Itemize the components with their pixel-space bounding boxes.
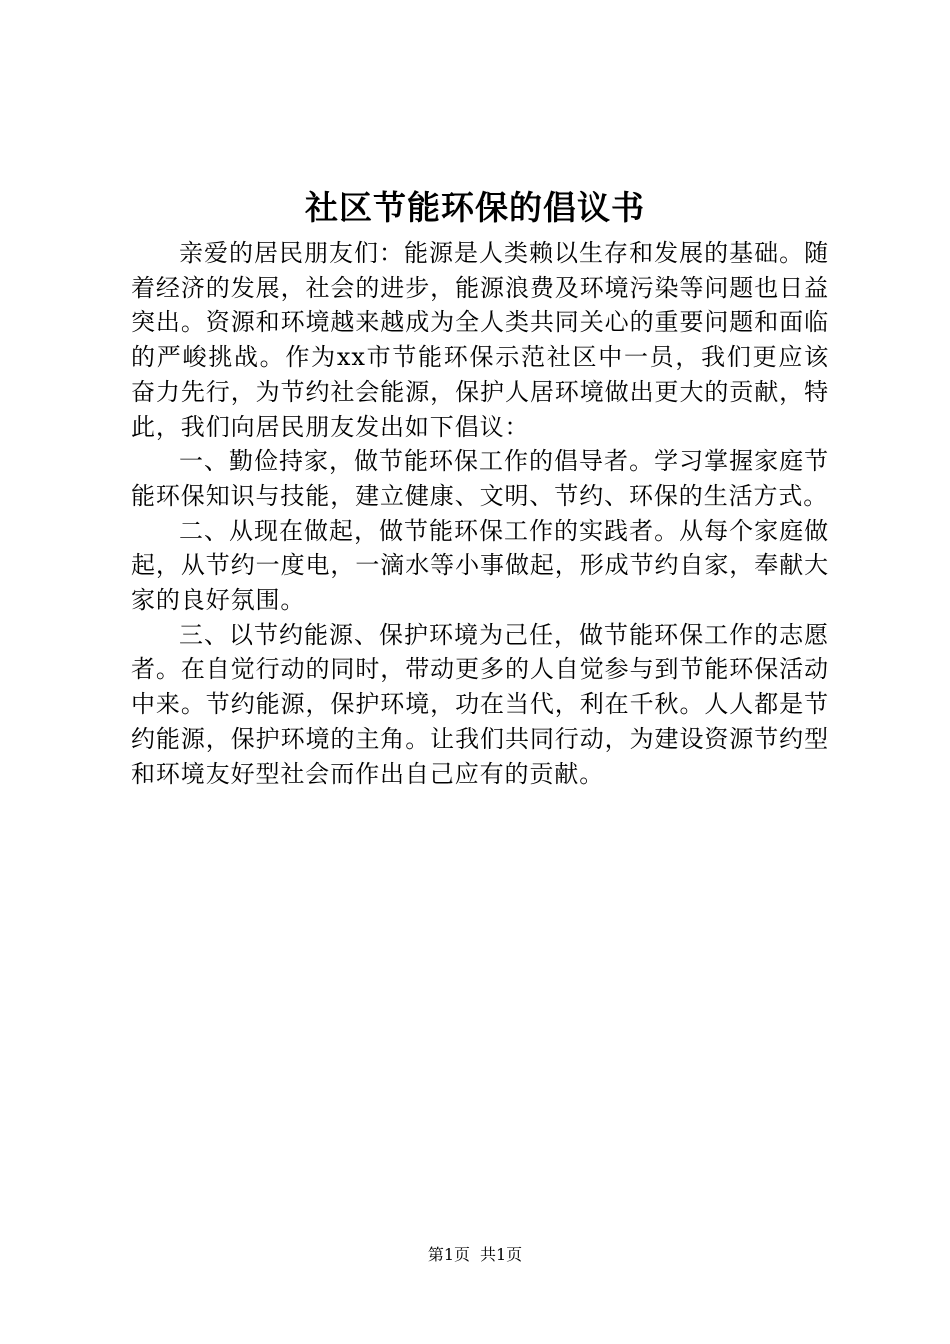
document-title: 社区节能环保的倡议书	[305, 188, 645, 227]
document-body	[131, 236, 829, 791]
paragraph-proposal-2: 二、从现在做起，做节能环保工作的实践者。从每个家庭做起，从节约一度电，一滴水等小事做起，形成节约自家，奉献大家的良好氛围。	[131, 516, 829, 615]
paragraph-proposal-1: 一、勤俭持家，做节能环保工作的倡导者。学习掌握家庭节能环保知识与技能，建立健康、文明、节约、环保的生活方式。	[131, 447, 829, 510]
page-number: 第1页	[427, 1245, 470, 1264]
page-footer	[0, 1244, 950, 1266]
page-total: 共1页	[480, 1245, 523, 1264]
paragraph-greeting: 亲爱的居民朋友们：能源是人类赖以生存和发展的基础。随着经济的发展，社会的进步，能源浪费及环境污染等问题也日益突出。资源和环境越来越成为全人类共同关心的重要问题和面临的严峻挑战。作为xx市节能环保示范社区中一员，我们更应该奋力先行，为节约社会能源，保护人居环境做出更大的贡献，特此，我们向居民朋友发出如下倡议：	[131, 239, 829, 441]
paragraph-proposal-3: 三、以节约能源、保护环境为己任，做节能环保工作的志愿者。在自觉行动的同时，带动更多的人自觉参与到节能环保活动中来。节约能源，保护环境，功在当代，利在千秋。人人都是节约能源，保护环境的主角。让我们共同行动，为建设资源节约型和环境友好型社会而作出自己应有的贡献。	[131, 620, 829, 788]
